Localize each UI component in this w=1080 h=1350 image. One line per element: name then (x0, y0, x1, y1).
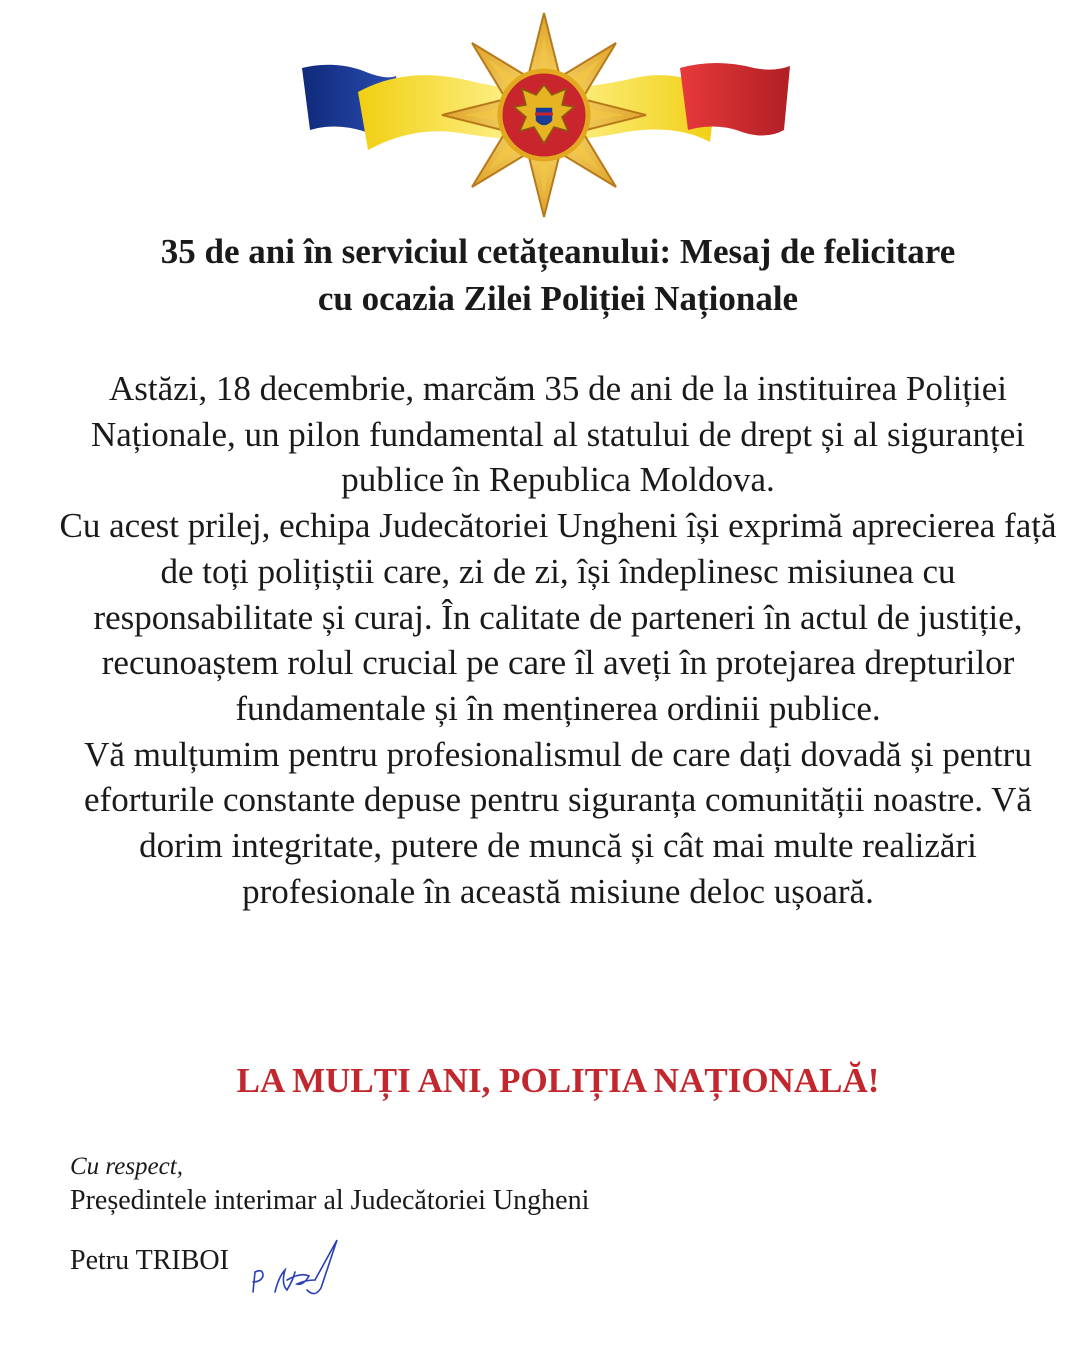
body-paragraph-1: Astăzi, 18 decembrie, marcăm 35 de ani de la instituirea Poliției Naționale, un pilon fundamental al statului de drept și al siguranței publice în Republica Moldova. (90, 369, 1026, 500)
body-paragraph-3: Vă mulțumim pentru profesionalismul de care dați dovadă și pentru eforturile constante depuse pentru siguranța comunității noastre. Vă dorim integritate, putere de muncă și cât mai multe realizări profesionale în această misiune deloc ușoară. (84, 734, 1032, 911)
signature-block (70, 1150, 870, 1302)
title-line-1: 35 de ani în serviciul cetățeanului: Mesaj de felicitare (160, 232, 956, 271)
body-paragraph-2: Cu acest prilej, echipa Judecătoriei Ungheni își exprimă aprecierea față de toți polițiștii care, zi de zi, își îndeplinesc misiunea cu responsabilitate și curaj. În calitate de parteneri în actul de justiție, recunoaștem rolul crucial pe care îl aveți în protejarea drepturilor fundamentale și în menținerea ordinii publice. (59, 506, 1057, 728)
handwritten-signature-icon (241, 1232, 351, 1302)
page-title (60, 228, 1056, 322)
signature-greeting: Cu respect, (70, 1153, 183, 1180)
closing-greeting: LA MULȚI ANI, POLIȚIA NAȚIONALĂ! (236, 1061, 880, 1100)
signature-position: Președintele interimar al Judecătoriei Ungheni (70, 1185, 590, 1216)
message-body (50, 366, 1066, 914)
signature-name-line (70, 1218, 870, 1302)
signature-name: Petru TRIBOI (70, 1244, 229, 1276)
national-police-emblem-icon (296, 0, 796, 222)
national-police-emblem (296, 0, 796, 222)
title-line-2: cu ocazia Zilei Poliției Naționale (317, 279, 799, 318)
